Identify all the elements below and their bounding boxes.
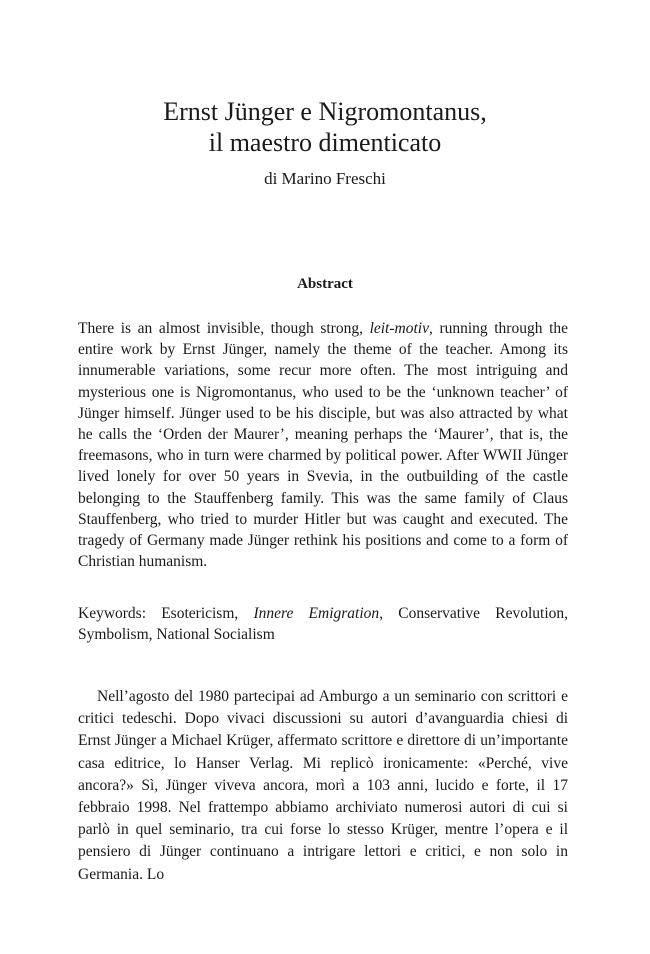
keywords-part-2: , Conservative Revolution, Symbolism, National Socialism xyxy=(78,605,569,644)
article-title-line-2: il maestro dimenticato xyxy=(208,128,442,157)
article-title-line-1: Ernst Jünger e Nigromontanus, xyxy=(163,97,487,126)
body-paragraph: Nell’agosto del 1980 partecipai ad Amburgo a un seminario con scrittori e critici tedeschi. Dopo vivaci discussioni su autori d’avanguardia chiesi di Ernst Jünger a Michael Krüger, affermato scrittore e direttore di un’importante casa editrice, lo Hanser Verlag. Mi replicò ironicamente: «Perché, vive ancora?» Sì, Jünger viveva ancora, morì a 103 anni, lucido e forte, il 17 febbraio 1998. Nel frattempo abbiamo archiviato numerosi autori di cui si parlò in quel seminario, tra cui forse lo stesso Krüger, mentre l’opera e il pensiero di Jünger continuano a intrigare lettori e critici, e non solo in Germania. Lo xyxy=(78,688,568,883)
article-author: di Marino Freschi xyxy=(264,169,386,188)
abstract-text xyxy=(78,318,568,572)
abstract-heading: Abstract xyxy=(297,276,353,292)
abstract-text-part-1: There is an almost invisible, though strong, xyxy=(78,320,370,337)
keywords-part-1: Keywords: Esotericism, xyxy=(78,605,254,622)
article-title xyxy=(0,96,650,158)
keywords-italic: Innere Emigration xyxy=(253,605,380,622)
keywords xyxy=(78,603,568,645)
abstract-text-italic: leit-motiv xyxy=(369,320,429,337)
abstract-text-part-2: , running through the entire work by Ernst Jünger, namely the theme of the teacher. Among its innumerable variations, some recur more often. The most intriguing and mysterious one is Nigromontanus, who used to be the ‘unknown teacher’ of Jünger himself. Jünger used to be his disciple, but was also attracted by what he calls the ‘Orden der Maurer’, meaning perhaps the ‘Maurer’, that is, the freemasons, who in turn were charmed by political power. After WWII Jünger lived lonely for over 50 years in Svevia, in the outbuilding of the castle belonging to the Stauffenberg family. This was the same family of Claus Stauffenberg, who tried to murder Hitler but was caught and executed. The tragedy of Germany made Jünger rethink his positions and come to a form of Christian humanism. xyxy=(78,320,569,571)
